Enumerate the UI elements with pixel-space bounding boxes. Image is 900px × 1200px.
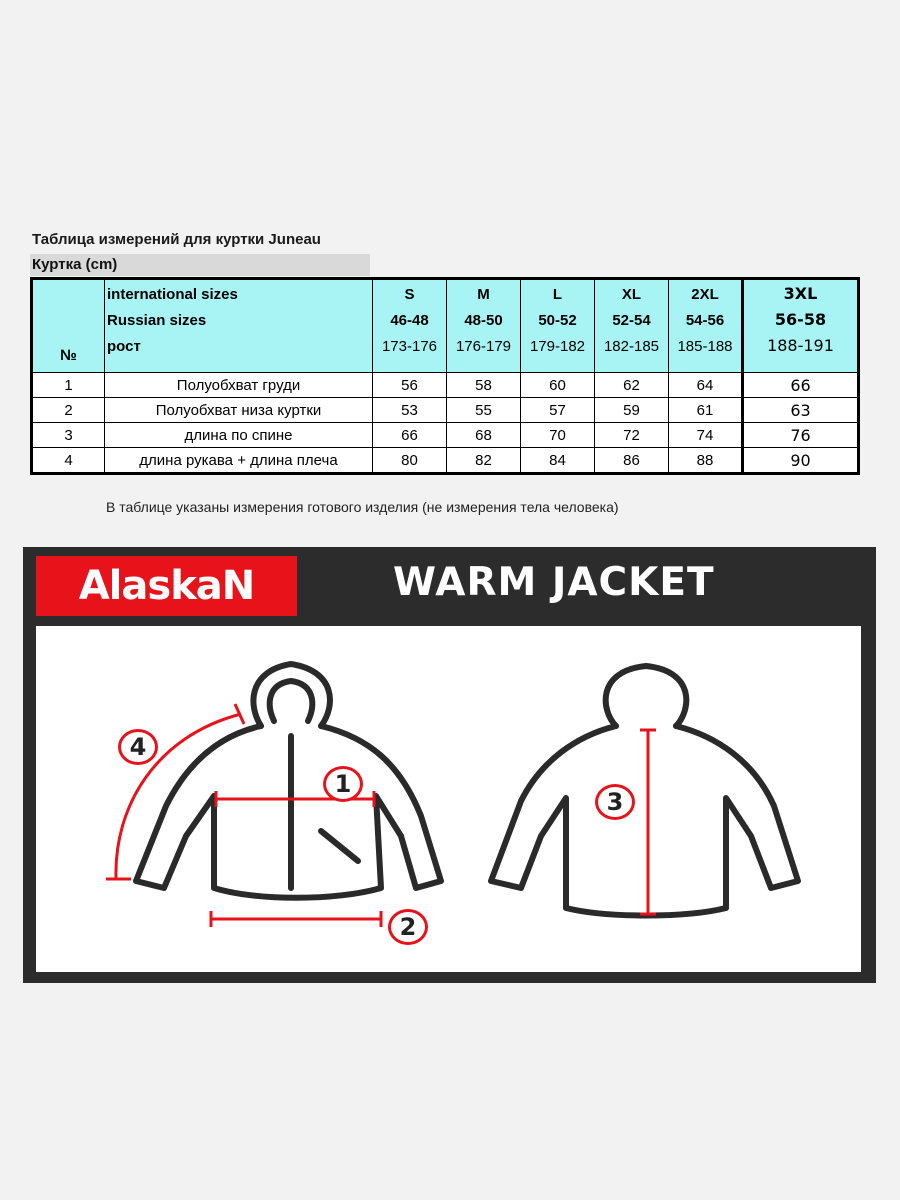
marker-3: 3 xyxy=(595,784,635,820)
size-column-header xyxy=(521,279,595,373)
height-range: 182-185 xyxy=(603,338,660,355)
intl-size: 3XL xyxy=(783,284,818,303)
measure-back-length-line xyxy=(640,730,656,914)
measurement-value: 66 xyxy=(743,373,859,398)
size-labels-cell xyxy=(105,279,373,373)
marker-2: 2 xyxy=(388,909,428,945)
intl-size: XL xyxy=(621,286,642,303)
intl-size: L xyxy=(552,286,563,303)
measurement-name: длина рукава + длина плеча xyxy=(105,448,373,474)
measurement-value: 70 xyxy=(521,423,595,448)
measurement-value: 53 xyxy=(373,398,447,423)
measurement-value: 57 xyxy=(521,398,595,423)
measurement-value: 61 xyxy=(669,398,743,423)
size-table xyxy=(30,277,860,475)
measurement-value: 64 xyxy=(669,373,743,398)
size-column-header xyxy=(595,279,669,373)
measurement-value: 55 xyxy=(447,398,521,423)
table-title: Таблица измерений для куртки Juneau xyxy=(32,231,321,248)
height-range: 179-182 xyxy=(529,338,586,355)
height-range: 176-179 xyxy=(455,338,512,355)
intl-size: S xyxy=(404,286,415,303)
measurement-name: Полуобхват груди xyxy=(105,373,373,398)
measure-hem-line xyxy=(211,911,381,927)
measurement-value: 76 xyxy=(743,423,859,448)
size-column-header xyxy=(373,279,447,373)
russian-size: 48-50 xyxy=(464,312,503,329)
measurement-value: 60 xyxy=(521,373,595,398)
back-jacket-outline xyxy=(491,666,798,916)
number-column-header: № xyxy=(32,279,105,373)
measurement-value: 56 xyxy=(373,373,447,398)
measurement-value: 58 xyxy=(447,373,521,398)
table-row xyxy=(32,423,859,448)
russian-size: 54-56 xyxy=(685,312,725,329)
measurement-name: Полуобхват низа куртки xyxy=(105,398,373,423)
jacket-diagram xyxy=(36,626,861,972)
row-number: 4 xyxy=(32,448,105,474)
russian-size: 46-48 xyxy=(390,312,429,329)
measurement-value: 68 xyxy=(447,423,521,448)
size-column-header xyxy=(669,279,743,373)
marker-1: 1 xyxy=(323,766,363,802)
measurement-value: 66 xyxy=(373,423,447,448)
height-range: 173-176 xyxy=(381,338,438,355)
measurement-value: 86 xyxy=(595,448,669,474)
intl-sizes-label: international sizes xyxy=(107,286,238,303)
measurement-value: 88 xyxy=(669,448,743,474)
front-jacket-outline xyxy=(136,664,441,898)
marker-4: 4 xyxy=(118,729,158,765)
table-row xyxy=(32,448,859,474)
russian-sizes-label: Russian sizes xyxy=(107,312,207,329)
size-column-header xyxy=(447,279,521,373)
measurement-value: 63 xyxy=(743,398,859,423)
russian-size: 52-54 xyxy=(612,312,651,329)
brand-logo: AlaskaN xyxy=(36,556,297,616)
russian-size: 56-58 xyxy=(774,310,827,329)
measurement-value: 72 xyxy=(595,423,669,448)
intl-size: 2XL xyxy=(691,286,719,303)
russian-size: 50-52 xyxy=(538,312,577,329)
table-subtitle: Куртка (cm) xyxy=(30,254,370,276)
measurement-value: 80 xyxy=(373,448,447,474)
measurement-value: 84 xyxy=(521,448,595,474)
diagram-title: WARM JACKET xyxy=(393,560,715,605)
table-header-row xyxy=(32,279,859,373)
size-column-header xyxy=(743,279,859,373)
measurement-value: 82 xyxy=(447,448,521,474)
height-range: 185-188 xyxy=(677,338,733,355)
height-label: рост xyxy=(107,338,141,355)
height-range: 188-191 xyxy=(767,336,834,355)
row-number: 2 xyxy=(32,398,105,423)
measurement-value: 90 xyxy=(743,448,859,474)
measurement-value: 59 xyxy=(595,398,669,423)
row-number: 3 xyxy=(32,423,105,448)
measurement-value: 62 xyxy=(595,373,669,398)
intl-size: M xyxy=(477,286,490,303)
jacket-drawing xyxy=(36,626,861,972)
table-row xyxy=(32,398,859,423)
measurement-note: В таблице указаны измерения готового изделия (не измерения тела человека) xyxy=(106,499,619,515)
measurement-name: длина по спине xyxy=(105,423,373,448)
row-number: 1 xyxy=(32,373,105,398)
measurement-value: 74 xyxy=(669,423,743,448)
table-row xyxy=(32,373,859,398)
